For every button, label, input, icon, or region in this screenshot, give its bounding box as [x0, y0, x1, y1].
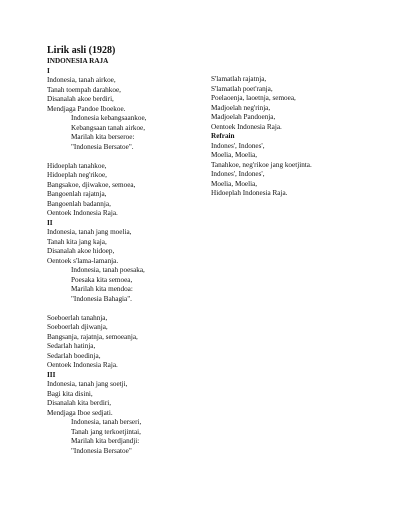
lyric-line: S'lamatlah rajatnja,	[211, 75, 267, 83]
lyric-line: Bangsanja, rajatnja, semoeanja,	[47, 332, 138, 341]
lyric-line: Bangoenlah badannja,	[47, 199, 111, 208]
lyric-line: Tanah kita jang kaja,	[47, 237, 107, 246]
lyric-line: Kebangsaan tanah airkoe,	[71, 123, 146, 132]
lyric-line: Oentoek Indonesia Raja.	[47, 209, 118, 217]
lyric-line: "Indonesia Bersatoe".	[71, 142, 134, 151]
lyric-line: "Indonesia Bahagia".	[71, 294, 132, 303]
lyric-line: "Indonesia Bersatoe"	[71, 446, 132, 455]
lyric-line: Indones', Indones',	[211, 170, 265, 178]
lyric-line: Moelia, Moelia,	[211, 151, 258, 159]
lyric-line: Indonesia, tanah jang moelia,	[47, 228, 132, 236]
lyrics-left-column	[47, 57, 207, 456]
lyric-line: Mendjaga Iboe sedjati.	[47, 408, 113, 417]
lyric-line: Hidoeplah neg'rikoe,	[47, 171, 107, 179]
section-heading: INDONESIA RAJA	[47, 57, 109, 65]
lyric-line: Tanah toempah darahkoe,	[47, 85, 121, 94]
lyric-line: Indonesia, tanah jang soetji,	[47, 380, 128, 388]
lyric-line: Marilah kita berdjandji:	[71, 437, 140, 445]
lyric-line: Disanalah akoe berdiri,	[47, 95, 114, 103]
lyric-line: Oentoek s'lama-lamanja.	[47, 256, 119, 265]
lyric-line: Bagi kita disini,	[47, 389, 93, 398]
section-heading: Refrain	[211, 132, 235, 140]
lyrics-right-column	[211, 75, 391, 199]
section-heading: III	[47, 370, 56, 379]
blank-line	[47, 304, 207, 314]
lyric-line: Bangsakoe, djiwakoe, semoea,	[47, 180, 136, 189]
lyric-line: Poelaoenja, laoetnja, semoea,	[211, 94, 296, 102]
blank-line	[47, 152, 207, 162]
section-heading: II	[47, 218, 53, 227]
lyric-line: Marilah kita mendoa:	[71, 285, 133, 293]
lyric-line: Soeboerlah tanahnja,	[47, 313, 108, 322]
lyric-line: Soeboerlah djiwanja,	[47, 323, 108, 331]
lyric-line: Sedarlah boedinja,	[47, 351, 101, 360]
lyric-line: Disanalah akoe hidoep,	[47, 247, 115, 255]
lyric-line: Tanahkoe, neg'rikoe jang koetjinta.	[211, 160, 312, 169]
lyric-line: Marilah kita berseroe:	[71, 133, 135, 141]
lyric-line: Disanalah kita berdiri,	[47, 399, 112, 407]
lyric-line: Indonesia, tanah poesaka,	[71, 266, 145, 274]
lyric-line: Indonesia, tanah airkoe,	[47, 76, 116, 84]
lyric-line: Madjoelah neg'rinja,	[211, 103, 271, 112]
lyric-line: Mendjaga Pandoe Iboekoe.	[47, 104, 126, 113]
lyric-line: Indonesia kebangsaankoe,	[71, 114, 147, 122]
lyric-line: Poesaka kita semoea,	[71, 275, 133, 284]
lyric-line: Sedarlah hatinja,	[47, 342, 96, 350]
lyric-line: Madjoelah Pandoenja,	[211, 113, 276, 121]
lyric-line: Hidoeplah tanahkoe,	[47, 161, 107, 170]
lyric-line: Hidoeplah Indonesia Raja.	[211, 189, 288, 197]
lyric-line: Oentoek Indonesia Raja.	[211, 122, 282, 131]
lyric-line: Indonesia, tanah berseri,	[71, 418, 142, 426]
lyric-line: Indones', Indones',	[211, 141, 265, 150]
lyric-line: Moelia, Moelia,	[211, 179, 258, 188]
lyric-line: Oentoek Indonesia Raja.	[47, 361, 118, 369]
section-heading: I	[47, 66, 50, 75]
lyric-line: S'lamatlah poet'ranja,	[211, 84, 273, 93]
lyric-line: Tanah jang terkoetjintai,	[71, 427, 141, 436]
lyric-line: Bangoenlah rajatnja,	[47, 190, 107, 198]
document-title: Lirik asli (1928)	[47, 45, 116, 56]
